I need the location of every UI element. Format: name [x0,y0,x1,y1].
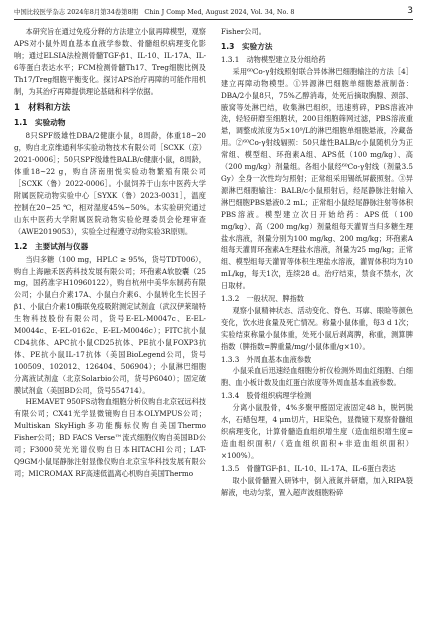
continued-text: Fisher公司。 [221,27,266,36]
general-paragraph: 观察小鼠精神状态、活动变化、脊色、耳廓、眼睑等颜色变化，饮水进食量及死亡情况。称量小鼠体重，每3 d 1次；实验结束称量小鼠体重，处死小鼠后剥离脾，称重，测算脾指数（脾指数=脾重量/mg/小鼠体重/g×10）。 [221,305,413,351]
subsection-heading-animals: 1.1 实验动物 [14,118,66,128]
intro-paragraph: 本研究旨在通过免疫分释的方法建立小鼠再障模型，观察APS对小鼠外周血基本血液学参数、骨髓组织病理变化影响；通过ELSIA法检测骨髓TGF-β1、IL-10、IL-17A、IL-6等蛋白表达水平；FCM检测骨髓Th17、Treg细胞比例及Th17/Treg细胞平衡变化。探讨APS治疗再障的可能作用机制，为其治疗再障提供理论基础和科学依据。 [14,27,206,96]
heading-pathology: 1.3.4 股骨组织病理学检测 [221,391,312,401]
animals-paragraph: 8只SPF级雄性DBA/2健康小鼠，8周龄，体重18~20 g，购自北京维通利华实验动物技术有限公司［SCXK（京）2021-0006］；50只SPF级雄性BALB/c健康小鼠，8周龄，体重18~22 g，购自济南朋悦实验动物繁殖有限公司［SCXK（鲁）2022-0006］。小鼠饲养于山东中医药大学附属医院动物实验中心［SYXK（鲁）2023-0031］，温度控制在20~25 ℃，相对湿度45%~50%。本实验研究通过山东中医药大学附属医院动物实验伦理委员会伦理审查（AWE2019053），实验全过程遵守动物实验3R原则。 [14,131,206,236]
heading-protein-expression: 1.3.5 骨髓TGF-β1、IL-10、IL-17A、IL-6蛋白表达 [221,463,396,473]
subsection-heading-reagents: 1.2 主要试剂与仪器 [14,241,89,251]
journal-citation: 中国比较医学杂志 2024年8月第34卷第8期 Chin J Comp Med, August 2024, Vol. 34, No. 8 [14,8,295,16]
page-number: 3 [407,6,413,16]
reagents-paragraph: 当归多糖（100 mg，HPLC ≥ 95%，货号TDT006），购自上海融禾医药科技发展有限公司；环孢素A软胶囊（25 mg，国药准字H10960122），购自杭州中美华东制药有限公司；小鼠白介素17A、小鼠白介素6、小鼠转化生长因子β1、小鼠白介素10酶联免疫吸附测定试剂盒（武汉伊莱瑞特生物科技股份有限公司，货号E-EL-M0047c、E-EL-M0044c、E-EL-0162c、E-EL-M0046c）；FITC抗小鼠CD4抗体、APC抗小鼠CD25抗体、PE抗小鼠FOXP3抗体、PE抗小鼠IL-17抗体（美国BioLegend公司，货号100509、102012、126404、506904）；小鼠淋巴细胞分离液试剂盒（北京Solarbio公司，货号P6040）；固定破膜试剂盒（美国BD公司，货号554714）。 [14,254,206,395]
blood-paragraph: 小鼠采血后迅速经血细胞分析仪检测外周血红细胞、白细胞、血小板计数及血红蛋白浓度等外周血基本血液参数。 [221,366,413,388]
heading-general-status: 1.3.2 一般状况、脾指数 [221,294,304,304]
left-column [14,26,206,480]
section-heading-materials-methods: 1 材料和方法 [14,102,71,113]
header-rule [14,19,413,20]
heading-model-grouping: 1.3.1 动物模型建立及分组给药 [221,54,326,64]
running-header [14,6,413,18]
instruments-paragraph: HEMAVET 950FS动物血细胞分析仪购自北京冠远科技有限公司；CX41光学显微镜购自日本OLYMPUS公司；Multiskan SkyHigh多功能酶标仪购自美国Thermo Fisher公司；BD FACS Verse™流式细胞仪购自美国BD公司；F3000荧光光谱仪购自日本HITACHI公司；LAT-Q9GM小鼠尾静脉注射显像仪购自北京宝华科技发展有限公司；MICROMAX RF高速低温离心机购自美国Thermo [14,397,206,478]
subsection-heading-methods: 1.3 实验方法 [221,41,273,51]
right-column [221,26,413,498]
heading-blood-params: 1.3.3 外周血基本血液参数 [221,354,312,364]
protein-paragraph: 取小鼠骨髓置入研钵中，倒入液氮并研磨，加入RIPA裂解液，电动匀浆，置入超声波细胞粉碎 [221,475,413,497]
pathology-paragraph: 分离小鼠股骨，4%多聚甲醛固定液固定48 h，脱钙脱水，石蜡包埋，4 μm切片，HE染色，显微镜下观察骨髓组织病理变化，计算骨髓造血组织增生度（造血组织增生度=造血组织面积/（造血组织面积+非造血组织面积）×100%）。 [221,403,413,460]
model-paragraph: 采用⁶⁰Co-γ射线照射联合异体淋巴细胞输注的方法［4］建立再障动物模型。①异源淋巴细胞单细胞悬液制备：DBA/2小鼠8只，75%乙醇消毒，处死后摘取胸腺、颈部、腋窝等处淋巴结，收集淋巴组织，迅速剪碎，PBS溶液冲洗，轻轻研磨至细胞状，200目细胞筛网过滤，PBS溶液重悬，调整成浓度为5×10⁹/L的淋巴细胞单细胞悬液，冷藏备用。②⁶⁰Co-γ射线辐照：50只雄性BALB/c小鼠随机分为正常组、模型组、环孢素A组、APS低（100 mg/kg）、高（200 mg/kg）剂量组。各组小鼠经⁶⁰Co-γ射线（剂量3.5 Gy）全身一次性均匀照射；正常组采用锡纸屏蔽照射。③异源淋巴细胞输注：BALB/c小鼠照射后，经尾静脉注射输入淋巴细胞PBS悬液0.2 mL；正常组小鼠经尾静脉注射等体积PBS溶液。模型建立次日开始给药：APS低（100 mg/kg）、高（200 mg/kg）剂量组每天灌胃当归多糖生理盐水溶液，剂量分别为100 mg/kg、200 mg/kg；环孢素A组每天灌胃环孢素A生理盐水溶液，剂量为25 mg/kg；正常组、模型组每天灌胃等体积生理盐水溶液，灌胃体积均为10 mL/kg，每天1次，连续28 d。治疗结束，禁食不禁水，次日取材。 [221,66,413,291]
